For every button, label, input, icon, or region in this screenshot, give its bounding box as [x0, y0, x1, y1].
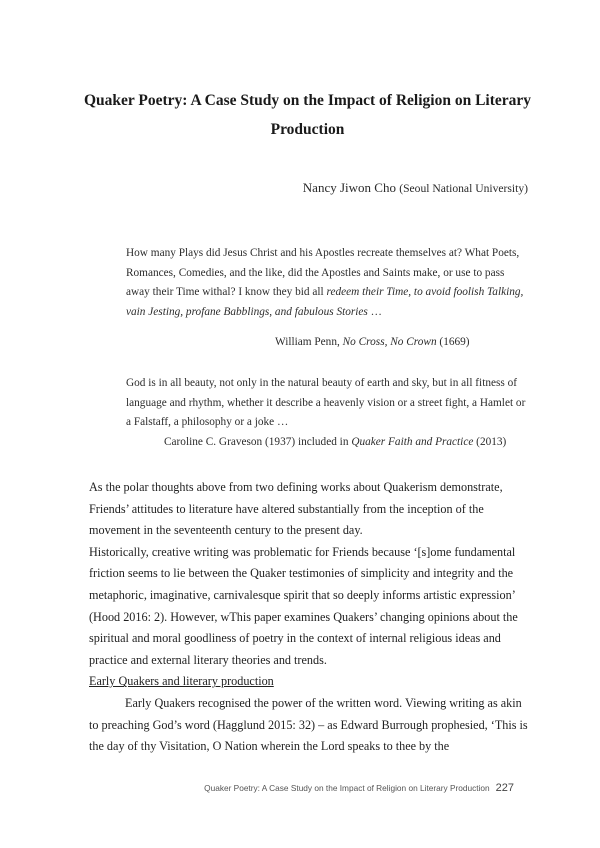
attribution-penn-work: No Cross, No Crown [342, 336, 437, 348]
running-footer [204, 782, 514, 794]
author-line [303, 180, 528, 196]
epigraph-penn-ellipsis: … [367, 305, 382, 318]
epigraph-penn [126, 244, 526, 322]
body-paragraph-2: Historically, creative writing was problematic for Friends because ‘[s]ome fundamental friction seems to lie between the Quaker testimonies of simplicity and integrity and the metaphoric, imaginative, carnivalesque spirit that so deeply informs artistic expression’ (Hood 2016: 2). However, wThis paper examines Quakers’ changing opinions about the spiritual and moral goodliness of poetry in the context of internal religious ideas and practice and external literary theories and trends. [89, 544, 518, 667]
epigraph-graveson [126, 374, 526, 452]
epigraph-penn-text: How many Plays did Jesus Christ and his Apostles recreate themselves at? What Poets, Romances, Comedies, and the like, did the Apostles and Saints make, or use to pass away their Time withal? I know they bid all [126, 247, 520, 298]
paper-title [70, 86, 545, 144]
title-line-2: Production [270, 121, 345, 138]
author-name: Nancy Jiwon Cho [302, 180, 396, 195]
author-affiliation: (Seoul National University) [399, 182, 528, 195]
epigraph-graveson-attribution [126, 433, 526, 453]
section-heading: Early Quakers and literary production [89, 674, 274, 689]
epigraph-penn-italic: redeem their Time, to avoid foolish Talking, vain Jesting, profane Babblings, and fabulous Stories [126, 286, 524, 318]
body-text [89, 477, 529, 758]
page-number: 227 [495, 782, 514, 794]
title-line-1: Quaker Poetry: A Case Study on the Impact of Religion on Literary [83, 92, 532, 109]
epigraph-graveson-text: God is in all beauty, not only in the natural beauty of earth and sky, but in all fitness of language and rhythm, whether it describe a heavenly vision or a street fight, a Hamlet or a Falstaff, a philosophy or a joke … [126, 377, 526, 428]
running-title: Quaker Poetry: A Case Study on the Impact of Religion on Literary Production [204, 783, 490, 793]
epigraph-penn-attribution [275, 336, 470, 348]
attribution-graveson-pre: Caroline C. Graveson (1937) included in [164, 435, 352, 448]
attribution-graveson-work: Quaker Faith and Practice [351, 435, 474, 448]
body-paragraph-3: Early Quakers recognised the power of the written word. Viewing writing as akin to preaching God’s word (Hagglund 2015: 32) – as Edward Burrough prophesied, ‘This is the day of thy Visitation, O Nation wherein the Lord speaks to thee by the [89, 695, 528, 754]
attribution-penn-name: William Penn, [275, 336, 343, 348]
attribution-graveson-year: (2013) [473, 435, 507, 448]
body-paragraph-1: As the polar thoughts above from two defining works about Quakerism demonstrate, Friends’ attitudes to literature have altered substantially from the inception of the movement in the seventeenth century to the present day. [89, 480, 503, 538]
attribution-penn-year: (1669) [436, 336, 470, 348]
